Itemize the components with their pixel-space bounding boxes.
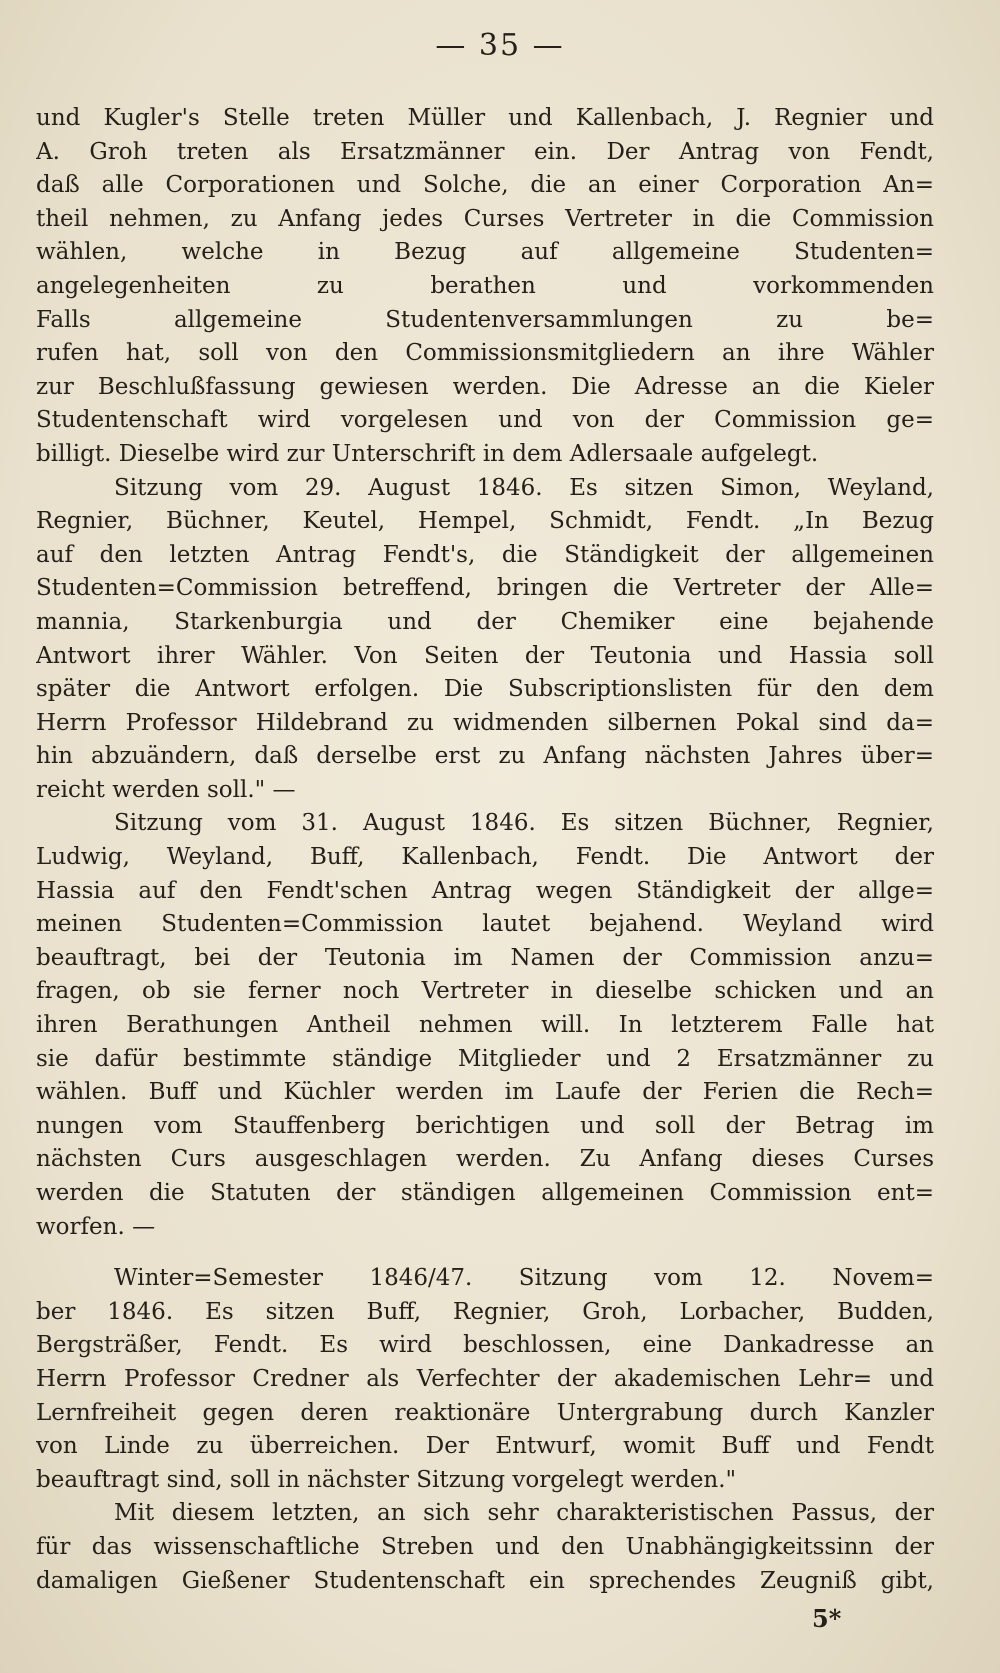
text-line: zur Beschlußfassung gewiesen werden. Die Adresse an die Kieler	[36, 373, 934, 400]
text-line: Antwort ihrer Wähler. Von Seiten der Teutonia und Hassia soll	[36, 642, 934, 669]
text-line: Herrn Professor Hildebrand zu widmenden silbernen Pokal sind da=	[36, 709, 934, 736]
text-line: Winter=Semester 1846/47. Sitzung vom 12. Novem=	[114, 1265, 934, 1292]
text-line: Bergsträßer, Fendt. Es wird beschlossen, eine Dankadresse an	[36, 1332, 934, 1359]
body-text	[36, 102, 934, 1598]
text-line: meinen Studenten=Commission lautet bejahend. Weyland wird	[36, 911, 934, 938]
text-line: Sitzung vom 29. August 1846. Es sitzen Simon, Weyland,	[114, 474, 934, 501]
text-line: Lernfreiheit gegen deren reaktionäre Untergrabung durch Kanzler	[36, 1399, 934, 1426]
text-line: Studentenschaft wird vorgelesen und von der Commission ge=	[36, 407, 934, 434]
text-line: später die Antwort erfolgen. Die Subscriptionslisten für den dem	[36, 676, 934, 703]
text-line: mannia, Starkenburgia und der Chemiker eine bejahende	[36, 608, 934, 635]
text-line: Studenten=Commission betreffend, bringen die Vertreter der Alle=	[36, 575, 934, 602]
text-line: beauftragt, bei der Teutonia im Namen der Commission anzu=	[36, 944, 934, 971]
text-line: damaligen Gießener Studentenschaft ein sprechendes Zeugniß gibt,	[36, 1567, 934, 1594]
text-line: angelegenheiten zu berathen und vorkommenden	[36, 272, 934, 299]
text-line: beauftragt sind, soll in nächster Sitzung vorgelegt werden."	[36, 1466, 737, 1493]
text-line: von Linde zu überreichen. Der Entwurf, womit Buff und Fendt	[36, 1433, 934, 1460]
text-line: fragen, ob sie ferner noch Vertreter in dieselbe schicken und an	[36, 978, 934, 1005]
text-line: daß alle Corporationen und Solche, die an einer Corporation An=	[36, 172, 934, 199]
page-number: — 35 —	[435, 28, 565, 63]
text-line: worfen. —	[36, 1213, 156, 1240]
text-line: Falls allgemeine Studentenversammlungen zu be=	[36, 306, 934, 333]
text-line: ihren Berathungen Antheil nehmen will. In letzterem Falle hat	[36, 1012, 934, 1039]
text-line: und Kugler's Stelle treten Müller und Kallenbach, J. Regnier und	[36, 105, 934, 131]
text-line: Hassia auf den Fendt'schen Antrag wegen Ständigkeit der allge=	[36, 877, 934, 904]
text-line: sie dafür bestimmte ständige Mitglieder und 2 Ersatzmänner zu	[36, 1045, 934, 1072]
text-line: für das wissenschaftliche Streben und den Unabhängigkeitssinn der	[36, 1533, 934, 1560]
text-line: werden die Statuten der ständigen allgemeinen Commission ent=	[36, 1180, 934, 1206]
text-line: reicht werden soll." —	[36, 776, 296, 803]
text-line: wählen, welche in Bezug auf allgemeine Studenten=	[36, 239, 934, 266]
text-line: Sitzung vom 31. August 1846. Es sitzen Büchner, Regnier,	[114, 810, 934, 837]
text-line: rufen hat, soll von den Commissionsmitgliedern an ihre Wähler	[36, 340, 934, 367]
text-line: hin abzuändern, daß derselbe erst zu Anfang nächsten Jahres über=	[36, 743, 934, 770]
text-line: Ludwig, Weyland, Buff, Kallenbach, Fendt. Die Antwort der	[36, 844, 934, 871]
text-line: Regnier, Büchner, Keutel, Hempel, Schmidt, Fendt. „In Bezug	[36, 508, 934, 535]
text-line: Herrn Professor Credner als Verfechter der akademischen Lehr= und	[36, 1365, 934, 1392]
text-line: ber 1846. Es sitzen Buff, Regnier, Groh, Lorbacher, Budden,	[36, 1298, 934, 1325]
text-line: nächsten Curs ausgeschlagen werden. Zu Anfang dieses Curses	[36, 1146, 934, 1173]
text-line: Mit diesem letzten, an sich sehr charakteristischen Passus, der	[114, 1500, 934, 1527]
text-line: wählen. Buff und Küchler werden im Laufe der Ferien die Rech=	[36, 1079, 934, 1106]
text-line: auf den letzten Antrag Fendt's, die Ständigkeit der allgemeinen	[36, 541, 934, 568]
signature-mark: 5*	[812, 1604, 842, 1633]
text-line: theil nehmen, zu Anfang jedes Curses Vertreter in die Commission	[36, 205, 934, 232]
text-line: nungen vom Stauffenberg berichtigen und soll der Betrag im	[36, 1112, 934, 1139]
text-line: billigt. Dieselbe wird zur Unterschrift in dem Adlersaale aufgelegt.	[36, 440, 819, 467]
text-line: A. Groh treten als Ersatzmänner ein. Der Antrag von Fendt,	[36, 138, 934, 165]
